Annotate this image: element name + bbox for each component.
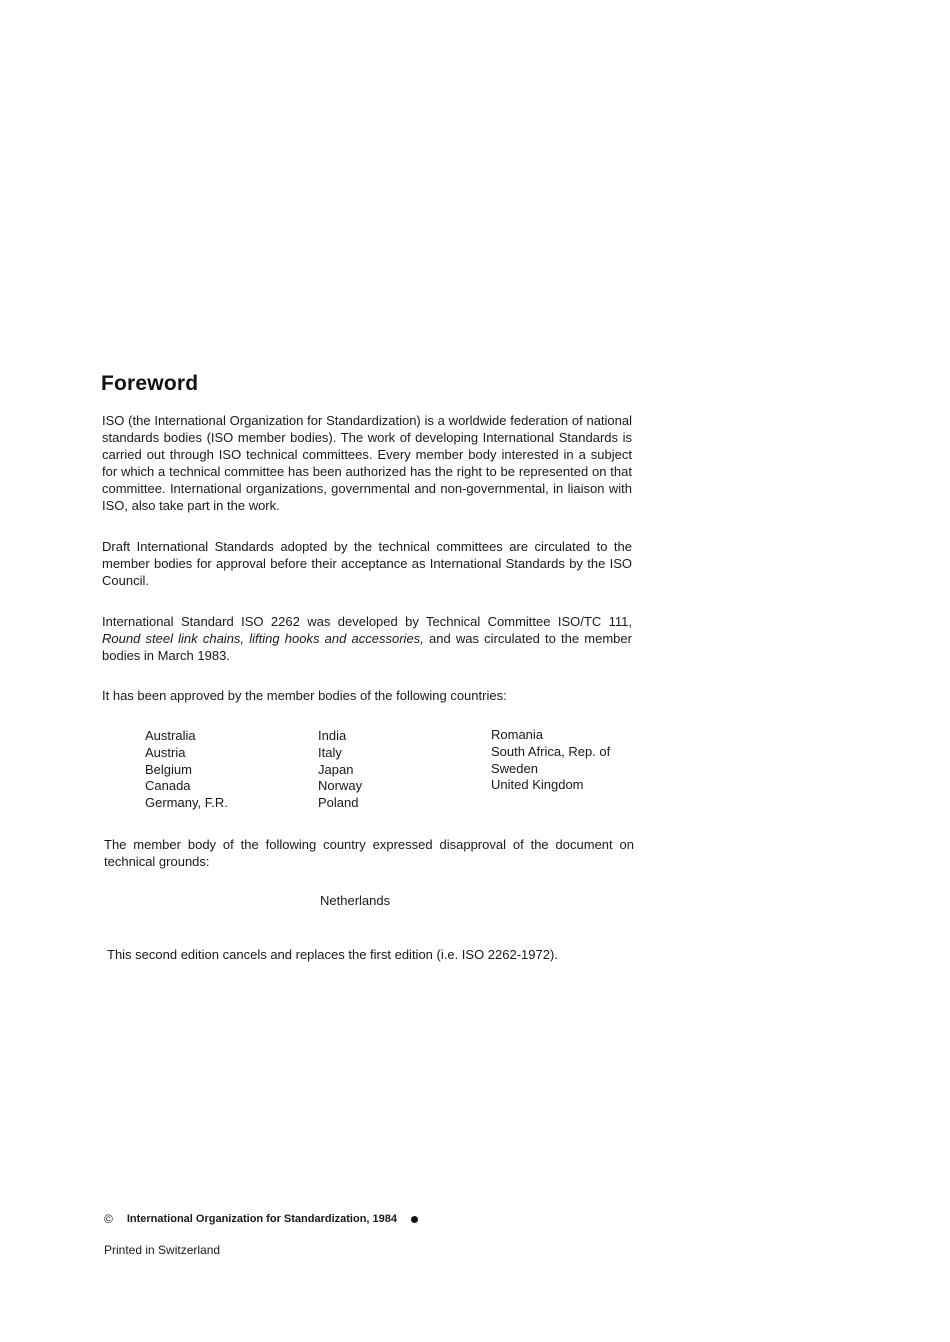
disapproving-country: Netherlands — [320, 893, 391, 908]
printed-in: Printed in Switzerland — [104, 1243, 221, 1257]
country-item: United Kingdom — [491, 777, 584, 793]
country-item: Sweden — [491, 760, 538, 776]
development-text-start: International Standard ISO 2262 was developed by Technical Committee ISO/TC 111, — [102, 614, 632, 629]
copyright-line — [104, 1212, 418, 1226]
draft-standards-paragraph: Draft International Standards adopted by the technical committees are circulated to the member bodies for approval before their acceptance as International Standards by the ISO Council. — [102, 539, 632, 588]
country-column-2 — [318, 728, 362, 812]
country-column-1 — [145, 728, 228, 812]
intro-paragraph: ISO (the International Organization for Standardization) is a worldwide federation of national standards bodies (ISO member bodies). The work of developing International Standards is carried out through ISO technical committees. Every member body interested in a subject for which a technical committee has been authorized has the right to be represented on that committee. International organizations, governmental and non-governmental, in liaison with ISO, also take part in the work. — [102, 413, 632, 513]
country-item: Italy — [318, 744, 342, 760]
bullet-dot-icon — [411, 1216, 418, 1223]
copyright-icon: © — [104, 1212, 113, 1226]
country-item: Canada — [145, 778, 191, 794]
country-item: Poland — [318, 795, 359, 811]
country-item: India — [318, 728, 347, 743]
edition-note: This second edition cancels and replaces the first edition (i.e. ISO 2262-1972). — [107, 947, 558, 962]
copyright-text: International Organization for Standardization, 1984 — [126, 1213, 397, 1225]
disapproval-paragraph: The member body of the following country expressed disapproval of the document on technical grounds: — [104, 837, 634, 869]
development-paragraph — [102, 613, 632, 664]
page-title: Foreword — [101, 372, 199, 395]
country-item: South Africa, Rep. of — [491, 743, 611, 759]
country-item: Austria — [145, 744, 186, 760]
country-item: Norway — [318, 778, 363, 794]
country-item: Germany, F.R. — [145, 795, 228, 811]
approving-countries-list — [145, 728, 645, 818]
country-item: Japan — [318, 761, 354, 777]
country-column-3 — [491, 727, 610, 794]
development-text-end: and was circulated to the member bodies in March 1983. — [102, 631, 632, 663]
country-item: Belgium — [145, 761, 192, 777]
committee-title: Round steel link chains, lifting hooks and accessories, — [102, 631, 424, 646]
approval-paragraph: It has been approved by the member bodies of the following countries: — [102, 688, 507, 703]
country-item: Australia — [145, 728, 196, 743]
country-item: Romania — [491, 727, 544, 742]
